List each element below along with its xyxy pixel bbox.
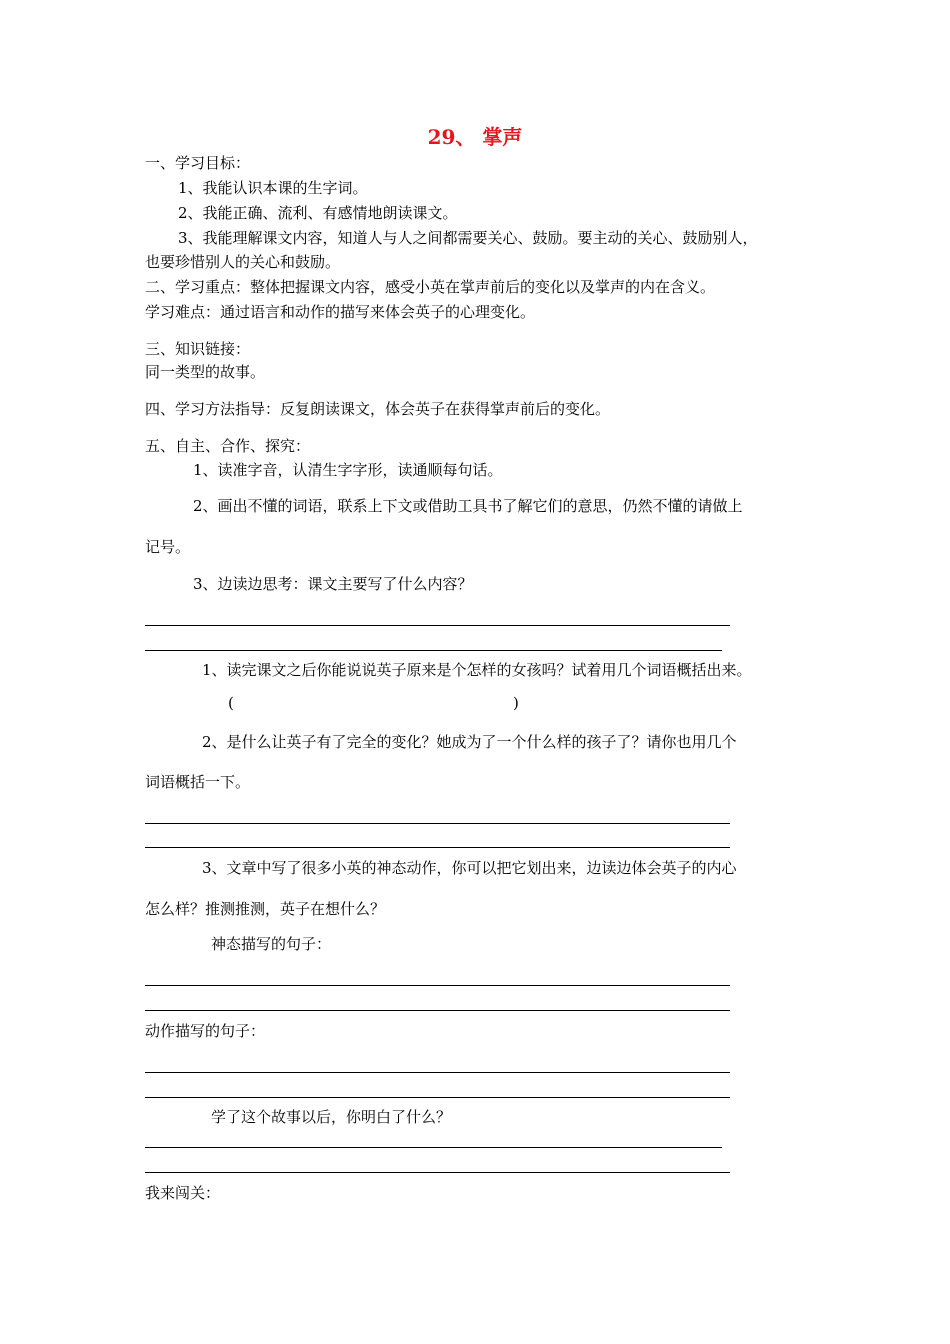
challenge-heading: 我来闯关： (145, 1184, 221, 1202)
step-2: 2、画出不懂的词语，联系上下文或借助工具书了解它们的意思，仍然不懂的请做上 (193, 497, 743, 515)
answer-line[interactable] (145, 985, 730, 986)
section3-text: 同一类型的故事。 (145, 363, 266, 381)
paren-close: ) (513, 694, 519, 712)
answer-line[interactable] (145, 1172, 730, 1173)
section3-heading: 三、知识链接： (145, 340, 251, 358)
step-3: 3、边读边思考：课文主要写了什么内容？ (193, 575, 473, 593)
objective-1: 1、我能认识本课的生字词。 (178, 179, 368, 197)
step-1: 1、读准字音，认清生字字形，读通顺每句话。 (193, 461, 503, 479)
answer-line[interactable] (145, 625, 730, 626)
question-1: 1、读完课文之后你能说说英子原来是个怎样的女孩吗？试着用几个词语概括出来。 (202, 661, 752, 679)
step-2-continued: 记号。 (145, 538, 191, 556)
section2-focus: 二、学习重点：整体把握课文内容，感受小英在掌声前后的变化以及掌声的内在含义。 (145, 278, 716, 296)
question-3: 3、文章中写了很多小英的神态动作，你可以把它划出来，边读边体会英子的内心 (202, 859, 737, 877)
answer-line[interactable] (145, 1147, 722, 1148)
answer-line[interactable] (145, 650, 722, 651)
question-2: 2、是什么让英子有了完全的变化？她成为了一个什么样的孩子了？请你也用几个 (202, 733, 737, 751)
section5-heading: 五、自主、合作、探究： (145, 437, 311, 455)
paren-open: ( (228, 694, 234, 712)
expression-label: 神态描写的句子： (211, 935, 332, 953)
action-label: 动作描写的句子： (145, 1022, 266, 1040)
question-2-continued: 词语概括一下。 (145, 773, 251, 791)
page-title: 29、 掌声 (427, 125, 523, 149)
difficulty: 学习难点：通过语言和动作的描写来体会英子的心理变化。 (145, 303, 536, 321)
objective-3: 3、我能理解课文内容，知道人与人之间都需要关心、鼓励。要主动的关心、鼓励别人， (178, 229, 758, 247)
answer-line[interactable] (145, 1097, 730, 1098)
objective-2: 2、我能正确、流利、有感情地朗读课文。 (178, 204, 458, 222)
section4-method: 四、学习方法指导：反复朗读课文，体会英子在获得掌声前后的变化。 (145, 400, 611, 418)
learned-question: 学了这个故事以后，你明白了什么？ (211, 1108, 452, 1126)
answer-line[interactable] (145, 1072, 730, 1073)
section1-heading: 一、学习目标： (145, 154, 251, 172)
answer-line[interactable] (145, 823, 730, 824)
question-3-continued: 怎么样？推测推测，英子在想什么？ (145, 900, 386, 918)
answer-line[interactable] (145, 1010, 730, 1011)
answer-line[interactable] (145, 847, 730, 848)
objective-3-continued: 也要珍惜别人的关心和鼓励。 (145, 253, 341, 271)
